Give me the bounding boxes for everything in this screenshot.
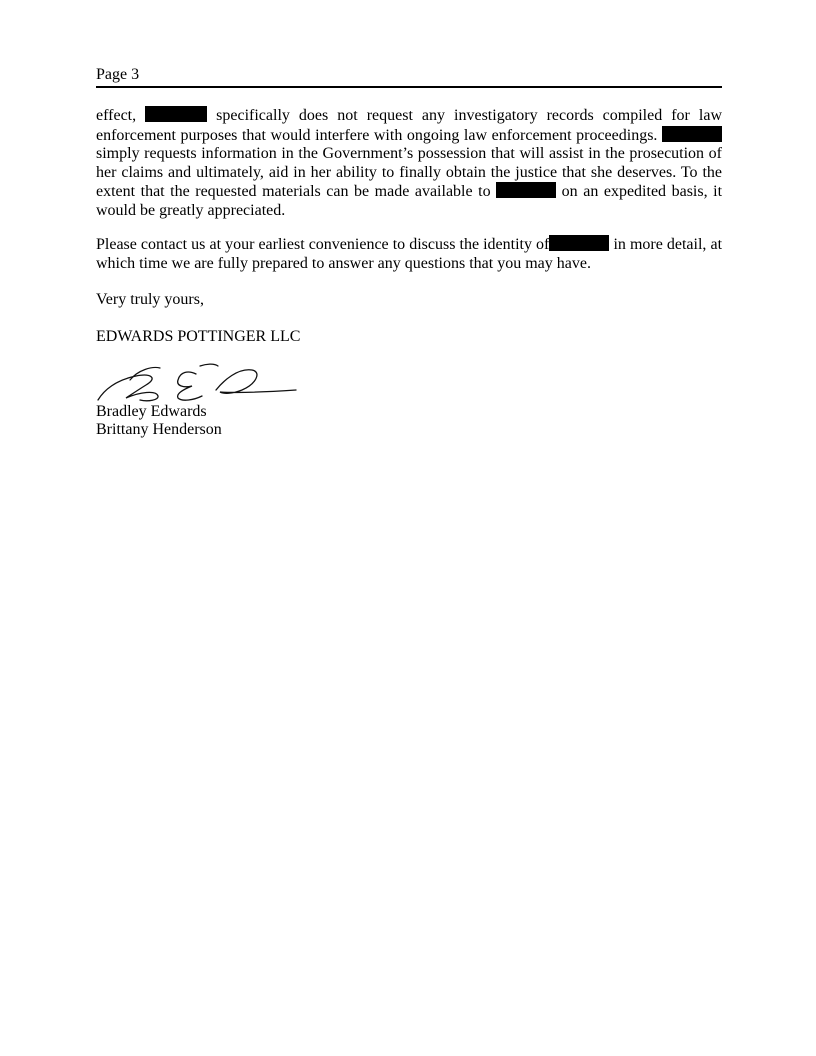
paragraph-text: Please contact us at your earliest convenience to discuss the identity of <box>96 236 550 253</box>
paragraph-contact <box>96 235 722 273</box>
paragraph-text: specifically does not request any investigatory records compiled for law enforcement purposes that would interfere with ongoing law enforcement proceedings. <box>96 107 723 144</box>
signer-name: Brittany Henderson <box>96 421 222 438</box>
paragraph-request-scope <box>96 106 722 220</box>
redaction-box <box>145 106 207 122</box>
closing-salutation: Very truly yours, <box>96 291 204 308</box>
signer-name: Bradley Edwards <box>96 403 207 420</box>
page-header <box>96 66 722 88</box>
page-number: Page 3 <box>96 66 140 83</box>
paragraph-text: on an expedited basis, it would be greatly appreciated. <box>96 183 723 219</box>
paragraph-text: simply requests information in the Government’s possession that will assist in the prosecution of her claims and ultimately, aid in her ability to finally obtain the justice that she deserves. To the extent that the requested materials can be made available to <box>96 145 722 200</box>
redaction-box <box>662 126 722 142</box>
redaction-box <box>496 182 556 198</box>
handwritten-signature <box>96 360 301 404</box>
paragraph-text: in more detail, at which time we are fully prepared to answer any questions that you may have. <box>96 236 723 272</box>
firm-name: EDWARDS POTTINGER LLC <box>96 328 301 345</box>
redaction-box <box>549 235 609 251</box>
paragraph-text: effect, <box>96 107 137 124</box>
